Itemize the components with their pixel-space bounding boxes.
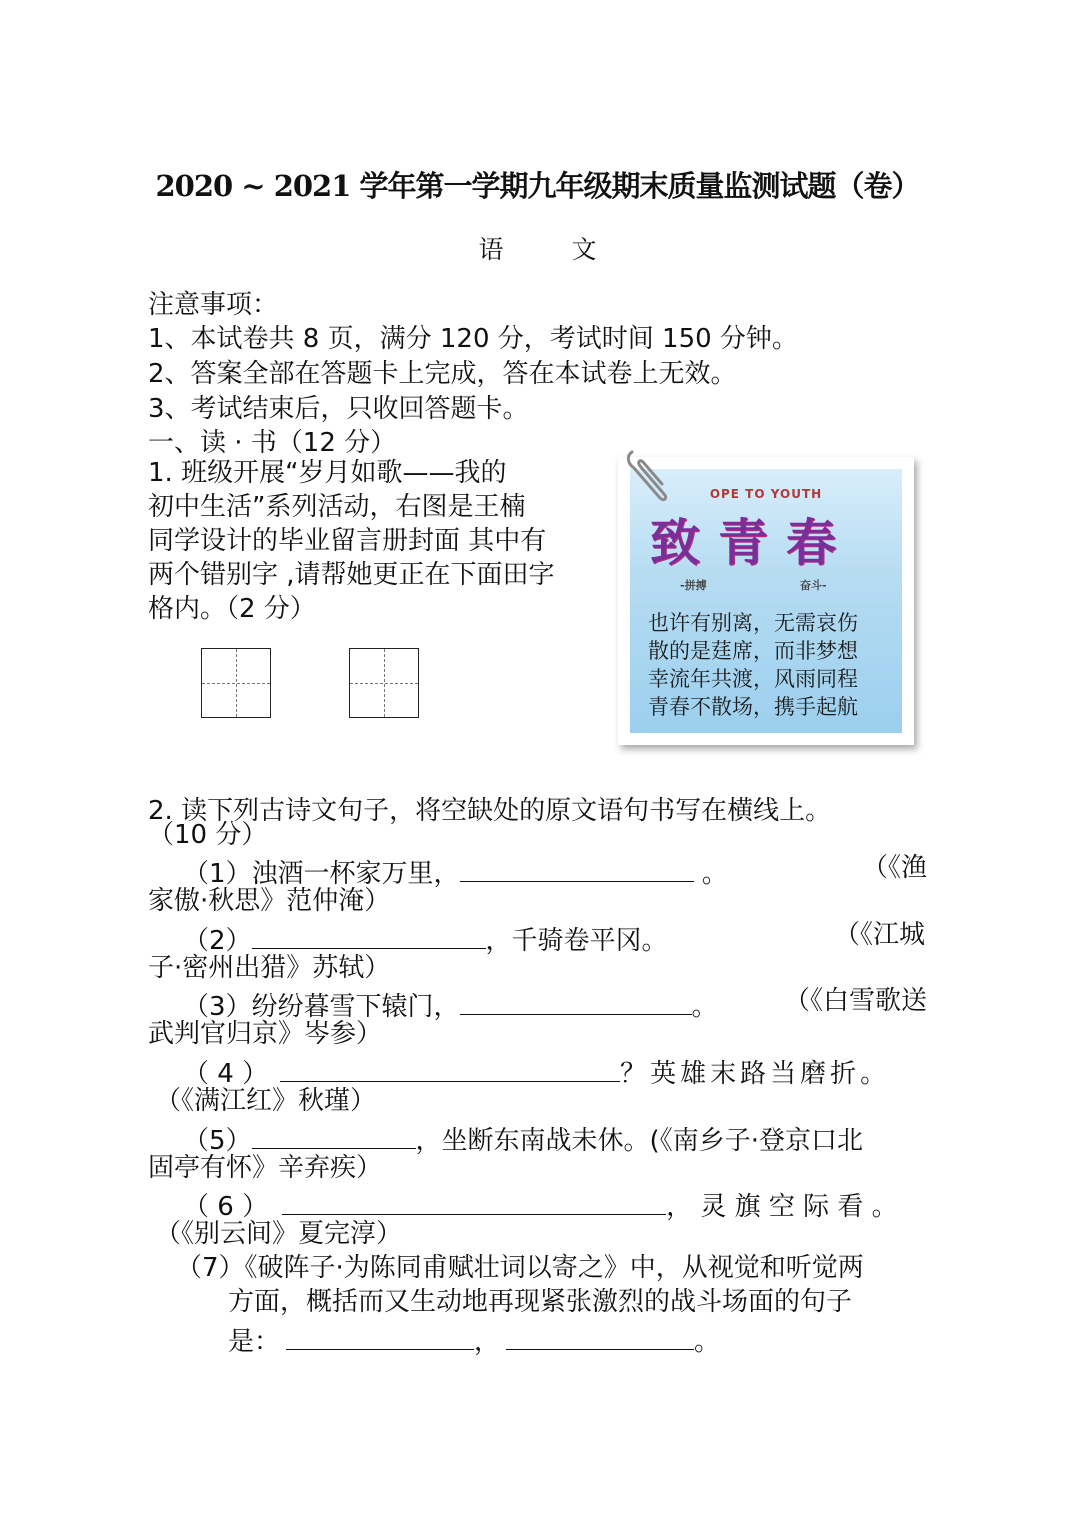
q2-item-4-suffix: ？英雄末路当磨折。 — [620, 1059, 891, 1089]
answer-line-5[interactable] — [252, 1118, 416, 1149]
poster-poem-line: 青春不散场，携手起航 — [648, 695, 858, 719]
q2-item-6-prompt: （ 6 ） — [183, 1192, 269, 1222]
q2-item-7-line-1: （7）《破阵子·为陈同甫赋壮词以寄之》中，从视觉和听觉两 — [176, 1253, 864, 1283]
q2-item-4-prompt: （ 4 ） — [183, 1059, 269, 1089]
exam-title: 2020 ~ 2021 学年第一学期九年级期末质量监测试题（卷） — [155, 169, 920, 203]
poster-poem-line: 散的是莛席，而非梦想 — [648, 639, 858, 663]
poster-poem — [648, 609, 858, 721]
notice-item-2: 2、答案全部在答题卡上完成，答在本试卷上无效。 — [148, 359, 737, 389]
answer-line-1[interactable] — [460, 851, 694, 882]
question-1-line: 两个错别字 ,请帮她更正在下面田字 — [148, 560, 555, 590]
poster-right-caption: 奋斗- — [800, 579, 827, 592]
q2-item-2-prompt: （2） — [183, 926, 252, 956]
poster-english-text: OPE TO YOUTH — [709, 487, 823, 501]
q2-item-2-source-a: （《江城 — [834, 920, 926, 950]
q2-item-7-period: 。 — [694, 1327, 721, 1357]
q2-item-5-suffix: ，坐断东南战未休。(《南乡子·登京口北 — [415, 1126, 863, 1156]
q2-item-7-line-3 — [228, 1319, 720, 1359]
notice-heading: 注意事项： — [148, 290, 279, 320]
q2-item-1-source-a: （《渔 — [862, 853, 928, 883]
poster-left-caption: -拼搏 — [680, 579, 707, 592]
answer-line-2[interactable] — [252, 918, 486, 949]
q2-item-5-source: 固亭有怀》辛弃疾） — [148, 1153, 383, 1183]
q2-item-3-suffix: 。 — [691, 992, 718, 1022]
q2-item-7-comma: ， — [474, 1327, 501, 1357]
answer-line-7a[interactable] — [286, 1319, 474, 1350]
notice-item-3: 3、考试结束后，只收回答题卡。 — [148, 394, 529, 424]
tianzige-box-2[interactable] — [349, 648, 419, 718]
q2-item-7-line-2: 方面，概括而又生动地再现紧张激烈的战斗场面的句子 — [228, 1287, 853, 1317]
q2-item-1-source-b: 家傲·秋思》范仲淹） — [148, 886, 391, 916]
paperclip-icon — [624, 446, 670, 506]
q2-item-2-source-b: 子·密州出猎》苏轼） — [148, 953, 391, 983]
q2-item-7-prefix: 是： — [228, 1327, 281, 1357]
subject-title: 语 文 — [478, 235, 627, 264]
notice-item-1: 1、本试卷共 8 页，满分 120 分，考试时间 150 分钟。 — [148, 324, 798, 354]
question-1 — [148, 456, 598, 626]
q2-item-6-source: （《别云间》夏完淳） — [155, 1219, 403, 1249]
q2-item-1-suffix: 。 — [693, 859, 728, 889]
question-1-line: 格内。（2 分） — [148, 594, 316, 624]
question-2-score: （10 分） — [148, 820, 268, 850]
poster-title: 致青春 — [650, 513, 854, 572]
answer-line-3[interactable] — [460, 984, 692, 1015]
q2-item-3-prompt: （3）纷纷暮雪下辕门， — [183, 992, 460, 1022]
section-1-heading: 一、读 · 书（12 分） — [148, 428, 397, 458]
answer-line-4[interactable] — [280, 1051, 620, 1082]
question-2-intro: 2. 读下列古诗文句子，将空缺处的原文语句书写在横线上。 — [148, 796, 832, 826]
q2-item-6-suffix: ， 灵 旗 空 际 看 。 — [666, 1192, 898, 1222]
answer-line-7b[interactable] — [506, 1319, 694, 1350]
q2-item-1-prompt: （1）浊酒一杯家万里， — [183, 859, 460, 889]
question-1-line: 初中生活”系列活动，右图是王楠 — [148, 492, 526, 522]
q2-item-3-source-a: （《白雪歌送 — [784, 986, 928, 1016]
q2-item-2-suffix: ，千骑卷平冈。 — [485, 926, 668, 956]
tianzige-box-1[interactable] — [201, 648, 271, 718]
poster-poem-line: 幸流年共渡，风雨同程 — [648, 667, 858, 691]
q2-item-5-prompt: （5） — [183, 1126, 252, 1156]
q2-item-4-source: （《满江红》秋瑾） — [155, 1086, 377, 1116]
q2-item-3-source-b: 武判官归京》岑参） — [148, 1019, 383, 1049]
question-1-line: 1. 班级开展“岁月如歌——我的 — [148, 458, 507, 488]
question-1-line: 同学设计的毕业留言册封面 其中有 — [148, 526, 547, 556]
answer-line-6[interactable] — [282, 1184, 666, 1215]
poster-poem-line: 也许有别离，无需哀伤 — [648, 611, 858, 635]
